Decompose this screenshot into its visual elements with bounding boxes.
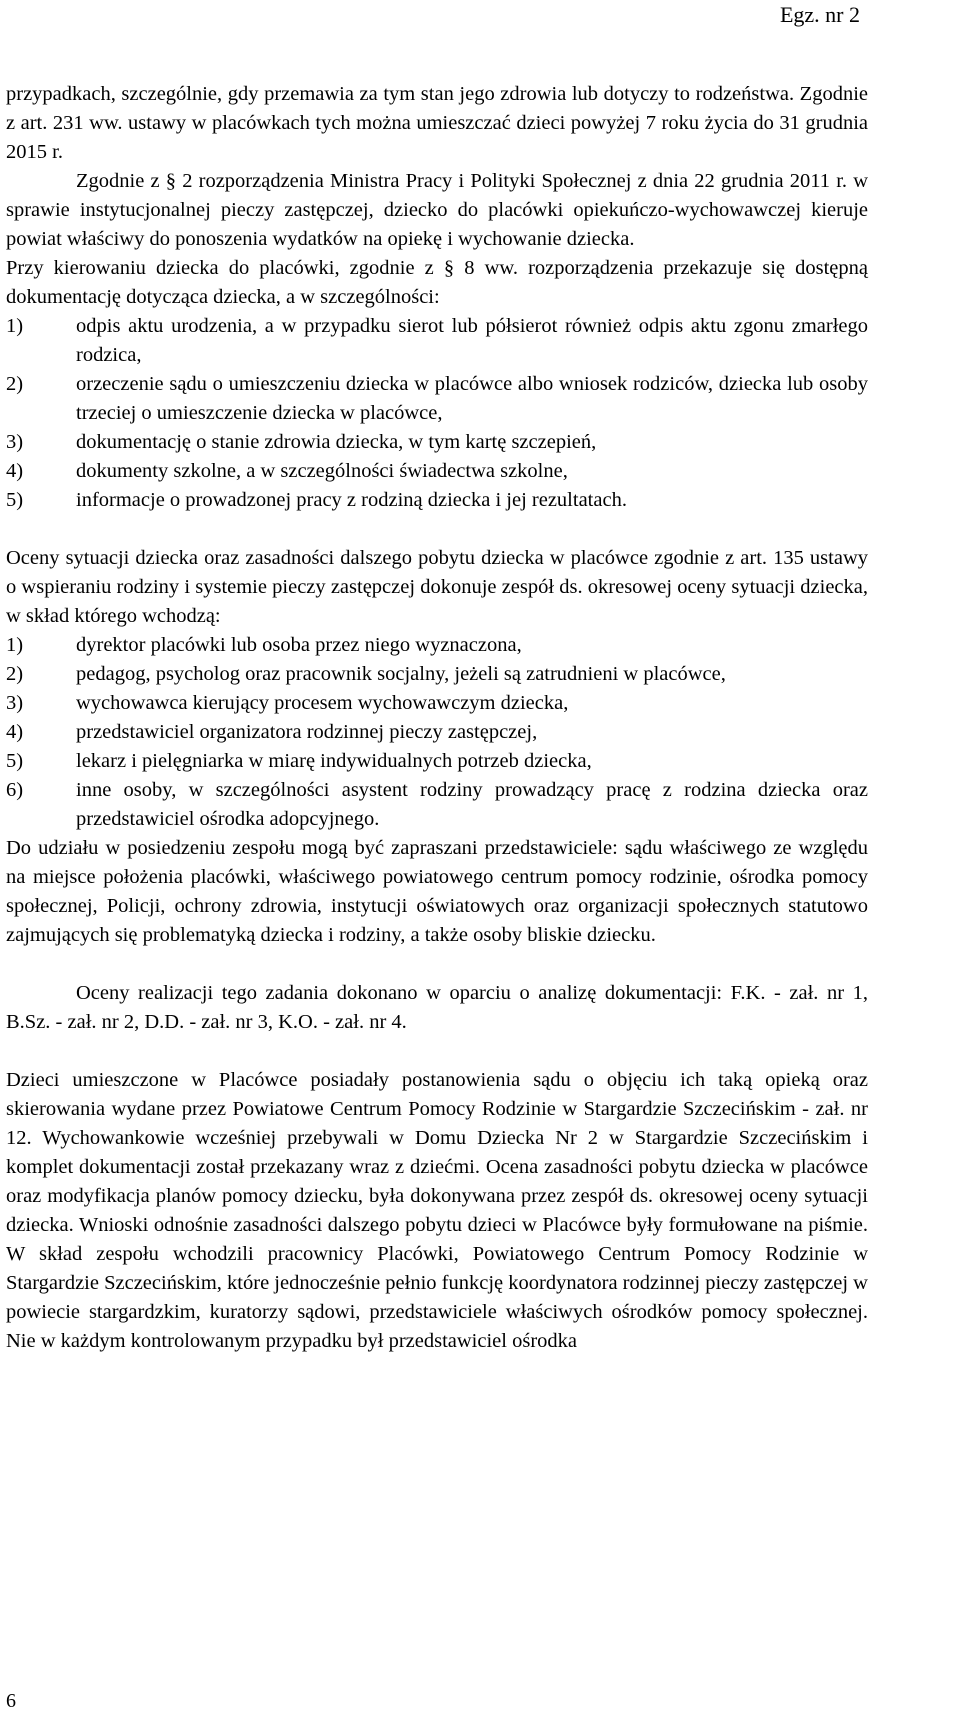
paragraph-findings: Dzieci umieszczone w Placówce posiadały postanowienia sądu o objęciu ich taką opieką oraz skierowania wydane przez Powiatowe Centrum Pomocy Rodzinie w Stargardzie Szczecińskim - zał. nr 12. Wychowankowie wcześniej przebywali w Domu Dziecka Nr 2 w Stargardzie Szczecińskim i komplet dokumentacji został przekazany wraz z dziećmi. Ocena zasadności pobytu dziecka w placówce oraz modyfikacja planów pomocy dziecku, była dokonywana przez zespół ds. okresowej oceny sytuacji dziecka. Wnioski odnośnie zasadności dalszego pobytu dzieci w Placówce były formułowane na piśmie. W skład zespołu wchodzili pracownicy Placówki, Powiatowego Centrum Pomocy Rodzinie w Stargardzie Szczecińskim, które jednocześnie pełnio funkcję koordynatora rodzinnej pieczy zastępczej w powiecie stargardzkim, kuratorzy sądowi, przedstawiciele właściwych ośrodków pomocy społecznej. Nie w każdym kontrolowanym przypadku był przedstawiciel ośrodka xyxy=(6,1069,868,1352)
paragraph-intro: przypadkach, szczególnie, gdy przemawia za tym stan jego zdrowia lub dotyczy to rodzeństwa. Zgodnie z art. 231 ww. ustawy w placówkach tych można umieszczać dzieci powyżej 7 roku życia do 31 grudnia 2015 r. xyxy=(6,83,868,163)
list-item: 2) orzeczenie sądu o umieszczeniu dziecka w placówce albo wniosek rodziców, dziecka lub osoby trzeciej o umieszczenie dziecka w placówce, xyxy=(6,373,868,424)
spacer xyxy=(6,950,868,979)
team-list xyxy=(6,631,868,834)
document-body xyxy=(6,80,868,1356)
paragraph-assessment: Oceny sytuacji dziecka oraz zasadności dalszego pobytu dziecka w placówce zgodnie z art. 135 ustawy o wspieraniu rodziny i systemie pieczy zastępczej dokonuje zespół ds. okresowej oceny sytuacji dziecka, w skład którego wchodzą: xyxy=(6,547,868,627)
list-item: 2) pedagog, psycholog oraz pracownik socjalny, jeżeli są zatrudnieni w placówce, xyxy=(6,663,726,685)
list-item: 1) dyrektor placówki lub osoba przez niego wyznaczona, xyxy=(6,634,522,656)
copy-number-label: Egz. nr 2 xyxy=(779,2,860,27)
paragraph-participants: Do udziału w posiedzeniu zespołu mogą być zapraszani przedstawiciele: sądu właściwego ze względu na miejsce położenia placówki, właściwego powiatowego centrum pomocy rodzinie, ośrodka pomocy społecznej, Policji, ochrony zdrowia, instytucji oświatowych oraz organizacji społecznych statutowo zajmujących się problematyką dziecka i rodziny, a także osoby bliskie dziecku. xyxy=(6,837,868,946)
paragraph-evaluation: Oceny realizacji tego zadania dokonano w oparciu o analizę dokumentacji: F.K. - zał. nr 1, B.Sz. - zał. nr 2, D.D. - zał. nr 3, K.O. - zał. nr 4. xyxy=(6,982,868,1033)
list-item: 5) informacje o prowadzonej pracy z rodziną dziecka i jej rezultatach. xyxy=(6,489,627,511)
list-item: 4) przedstawiciel organizatora rodzinnej pieczy zastępczej, xyxy=(6,721,538,743)
list-item: 3) wychowawca kierujący procesem wychowawczym dziecka, xyxy=(6,692,569,714)
paragraph-documentation: Przy kierowaniu dziecka do placówki, zgodnie z § 8 ww. rozporządzenia przekazuje się dostępną dokumentację dotycząca dziecka, a w szczególności: xyxy=(6,257,868,308)
documents-list xyxy=(6,312,868,515)
paragraph-regulation: Zgodnie z § 2 rozporządzenia Ministra Pracy i Polityki Społecznej z dnia 22 grudnia 2011 r. w sprawie instytucjonalnej pieczy zastępczej, dziecko do placówki opiekuńczo-wychowawczej kieruje powiat właściwy do ponoszenia wydatków na opiekę i wychowanie dziecka. xyxy=(6,170,868,250)
spacer xyxy=(6,515,868,544)
list-item: 4) dokumenty szkolne, a w szczególności świadectwa szkolne, xyxy=(6,460,568,482)
page-number: 6 xyxy=(6,1690,16,1712)
list-item: 3) dokumentację o stanie zdrowia dziecka, w tym kartę szczepień, xyxy=(6,431,597,453)
list-item: 5) lekarz i pielęgniarka w miarę indywidualnych potrzeb dziecka, xyxy=(6,750,592,772)
list-item: 6) inne osoby, w szczególności asystent rodziny prowadzący pracę z rodzina dziecka oraz przedstawiciel ośrodka adopcyjnego. xyxy=(6,779,868,830)
list-item: 1) odpis aktu urodzenia, a w przypadku sierot lub półsierot również odpis aktu zgonu zmarłego rodzica, xyxy=(6,315,868,366)
spacer xyxy=(6,1037,868,1066)
